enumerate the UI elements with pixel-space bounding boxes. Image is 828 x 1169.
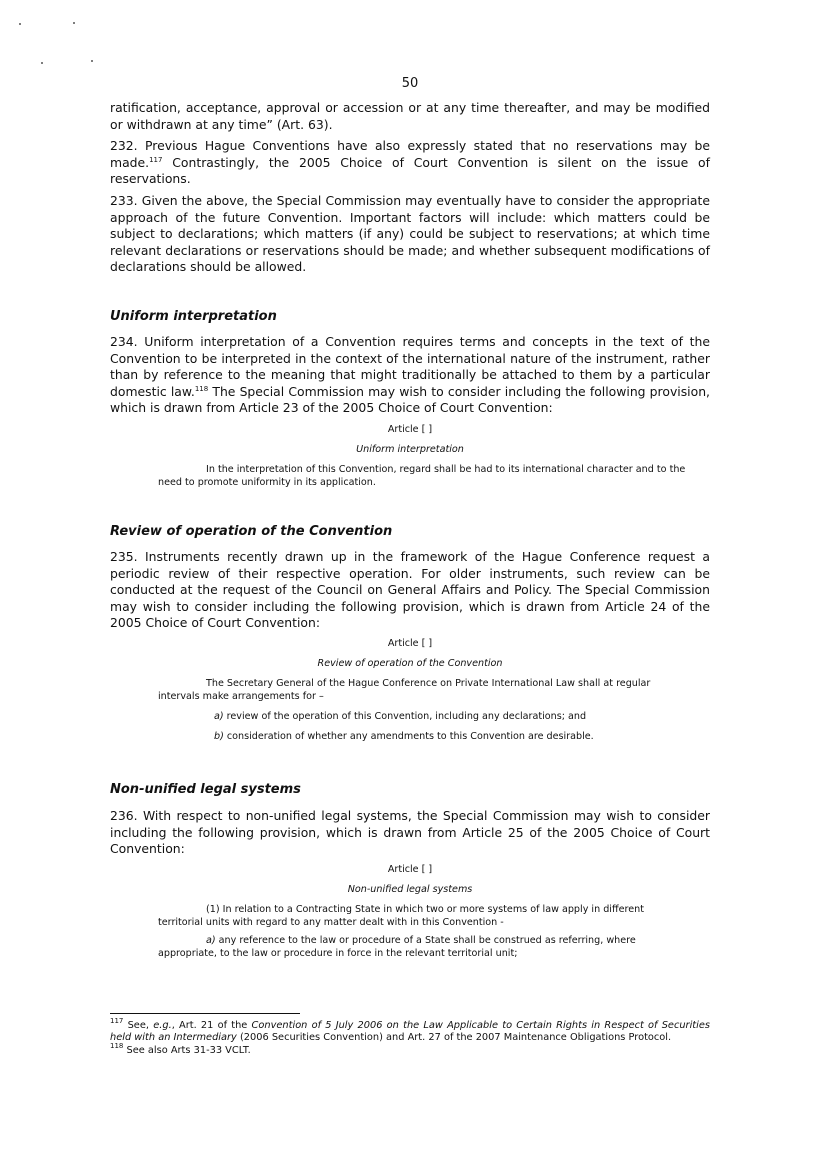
footnote-separator [110, 1013, 300, 1014]
section-heading-review-of-operation: Review of operation of the Convention [110, 524, 393, 539]
section-review-of-operation [110, 549, 710, 637]
paragraph-234: 234. Uniform interpretation of a Convention requires terms and concepts in the text of the Convention to be interpreted in the context of the international nature of the instrument, rather than by reference to the meaning that might traditionally be attached to them by a particular domestic law.$^{118}$ The Special Commission may wish to consider including the following provision, which is drawn from Article 23 of the 2005 Choice of Court Convention: [110, 334, 710, 416]
paragraph-232: 232. Previous Hague Conventions have also expressly stated that no reservations may be made.$^{117}$ Contrastingly, the 2005 Choice of Court Convention is silent on the issue of reservations. [110, 138, 710, 187]
footnote-ref-118[interactable]: 118 [194, 384, 209, 393]
article-non-unified-legal-systems [130, 863, 690, 960]
paragraph-233: 233. Given the above, the Special Commission may eventually have to consider the appropriate approach of the future Convention. Important factors will include: which matters could be subject to declarations; which matters (if any) could be subject to reservations; at which time relevant declarations or reservations should be made; and whether subsequent modifications of declarations should be allowed. [110, 192, 710, 275]
paragraph-continued: ratification, acceptance, approval or accession or at any time thereafter, and may be modified or withdrawn at any time” (Art. 63). [110, 100, 710, 132]
article-text: (1) In relation to a Contracting State in which two or more systems of law apply in different territorial units with regard to any matter dealt with in this Convention - [158, 904, 644, 928]
section-heading-uniform-interpretation: Uniform interpretation [110, 309, 277, 324]
intro-block [110, 100, 710, 281]
page-number: 50 [401, 76, 419, 91]
paragraph-236: 236. With respect to non-unified legal systems, the Special Commission may wish to consider including the following provision, which is drawn from Article 25 of the 2005 Choice of Court Convention: [110, 808, 710, 857]
section-uniform-interpretation [110, 334, 710, 422]
article-label: Article [ ] [387, 424, 433, 435]
footnote-117: $^{117}$ See, e.g., Art. 21 of the Convention of 5 July 2006 on the Law Applicable to Certain Rights in Respect of Securities held with an Intermediary (2006 Securities Convention) and Art. 27 of the 2007 Maintenance Obligations Protocol. [110, 1017, 710, 1044]
article-label: Article [ ] [387, 864, 433, 875]
article-uniform-interpretation [130, 423, 690, 489]
paragraph-235: 235. Instruments recently drawn up in the framework of the Hague Conference request a periodic review of their respective operation. For older instruments, such review can be conducted at the request of the Council on General Affairs and Policy. The Special Commission may wish to consider including the following provision, which is drawn from Article 24 of the 2005 Choice of Court Convention: [110, 549, 710, 631]
section-non-unified-legal-systems [110, 808, 710, 863]
article-title: Uniform interpretation [356, 444, 464, 455]
article-text: In the interpretation of this Convention, regard shall be had to its international character and to the need to promote uniformity in its application. [158, 464, 686, 488]
article-title: Review of operation of the Convention [317, 658, 503, 669]
footnotes [110, 1017, 710, 1057]
article-item-b: b) consideration of whether any amendments to this Convention are desirable. [214, 731, 594, 742]
section-heading-non-unified-legal-systems: Non-unified legal systems [110, 782, 301, 797]
article-item-a: a) review of the operation of this Convention, including any declarations; and [214, 711, 587, 722]
article-review-of-operation [130, 637, 690, 743]
article-title: Non-unified legal systems [347, 884, 473, 895]
footnote-118: $^{118}$ See also Arts 31-33 VCLT. [110, 1041, 251, 1056]
article-text: The Secretary General of the Hague Conference on Private International Law shall at regular intervals make arrangements for – [158, 678, 651, 702]
article-item-a: a) any reference to the law or procedure of a State shall be construed as referring, where appropriate, to the law or procedure in force in the relevant territorial unit; [158, 935, 636, 959]
footnote-ref-117[interactable]: 117 [149, 155, 163, 164]
article-label: Article [ ] [387, 638, 433, 649]
